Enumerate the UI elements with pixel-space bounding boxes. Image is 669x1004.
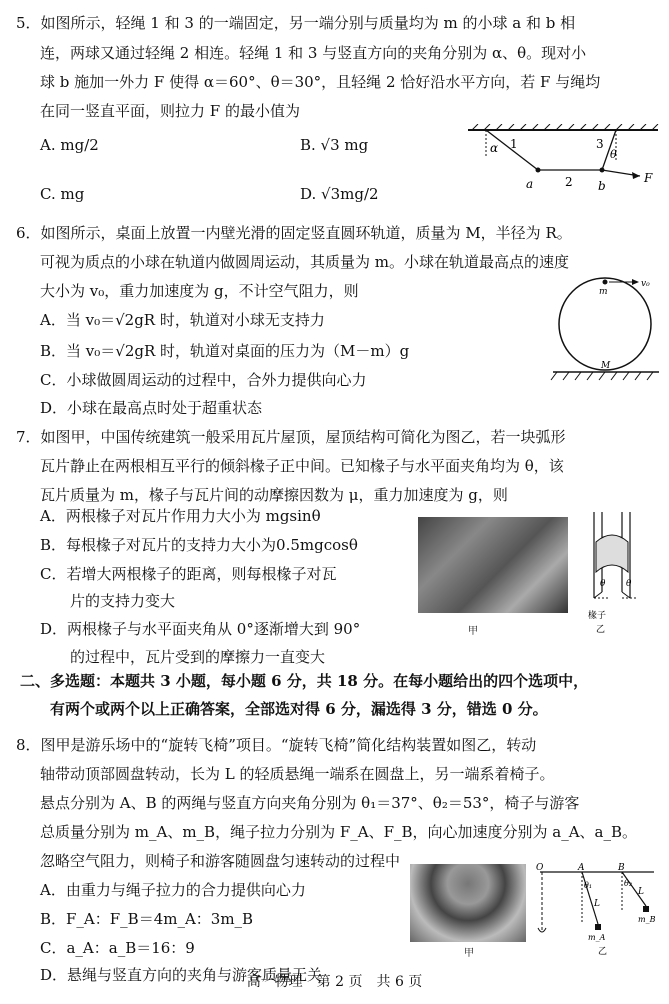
q8-label-theta1: θ₁ (584, 881, 593, 890)
q5-option-b: B. √3 mg (300, 136, 369, 154)
q6-option-d: D．小球在最高点时处于超重状态 (40, 399, 263, 417)
q5-label-theta: θ (610, 148, 617, 161)
q8-option-b: B．F_A：F_B＝4m_A：3m_B (40, 910, 254, 928)
q8-figure (530, 862, 660, 958)
q5-line-4: 在同一竖直平面，则拉力 F 的最小值为 (40, 102, 300, 120)
q7-line-3: 瓦片质量为 m，椽子与瓦片间的动摩擦因数为 μ，重力加速度为 g，则 (40, 486, 508, 504)
q7-label-yi: 乙 (596, 625, 606, 635)
q6-line-2: 可视为质点的小球在轨道内做圆周运动，其质量为 m。小球在轨道最高点的速度 (40, 253, 569, 271)
q6-line-3: 大小为 v₀，重力加速度为 g，不计空气阻力，则 (40, 282, 359, 300)
q5-label-b: b (598, 179, 606, 193)
q7-figure (582, 508, 646, 638)
q6-label-m: m (599, 287, 608, 297)
q8-line-2: 轴带动顶部圆盘转动，长为 L 的轻质悬绳一端系在圆盘上，另一端系着椅子。 (40, 765, 555, 783)
q7-option-a: A．两根椽子对瓦片作用力大小为 mgsinθ (40, 507, 321, 525)
q5-label-f: F (644, 171, 653, 185)
q8-line-1: 8．图甲是游乐场中的“旋转飞椅”项目。“旋转飞椅”简化结构装置如图乙，转动 (16, 736, 537, 754)
q5-label-rope3: 3 (596, 137, 604, 151)
q5-line-3: 球 b 施加一外力 F 使得 α＝60°、θ＝30°，且轻绳 2 恰好沿水平方向，若 F 与绳均 (40, 73, 601, 91)
section-2-heading-line-2: 有两个或两个以上正确答案，全部选对得 6 分，漏选得 3 分，错选 0 分。 (50, 700, 548, 718)
q5-line-1: 5．如图所示，轻绳 1 和 3 的一端固定，另一端分别与质量均为 m 的小球 a 和 b 相 (16, 14, 576, 32)
q8-label-a: A (578, 863, 585, 873)
q8-option-d: D．悬绳与竖直方向的夹角与游客质量无关 (40, 966, 323, 984)
q7-line-1: 7．如图甲，中国传统建筑一般采用瓦片屋顶，屋顶结构可简化为图乙，若一块弧形 (16, 428, 566, 446)
q7-line-2: 瓦片静止在两根相互平行的倾斜椽子正中间。已知椽子与水平面夹角均为 θ，该 (40, 457, 564, 475)
q6-label-v0: v₀ (641, 279, 650, 289)
q8-option-a: A．由重力与绳子拉力的合力提供向心力 (40, 881, 306, 899)
q7-photo-roof (418, 517, 568, 613)
q7-caption-jia: 甲 (468, 626, 478, 637)
q6-label-bigm: M (601, 361, 611, 371)
section-2-heading-line-1: 二、多选题：本题共 3 小题，每小题 6 分，共 18 分。在每小题给出的四个选项中， (20, 672, 589, 690)
q8-label-la: L (594, 899, 600, 909)
q8-photo-ride (410, 864, 526, 942)
q5-label-rope2: 2 (565, 175, 573, 189)
q8-label-ma: m_A (588, 933, 606, 942)
q7-option-c: C．若增大两根椽子的距离，则每根椽子对瓦 (40, 565, 337, 583)
q8-line-4: 总质量分别为 m_A、m_B，绳子拉力分别为 F_A、F_B，向心加速度分别为 a_A、a_B。 (40, 823, 638, 841)
q8-line-3: 悬点分别为 A、B 的两绳与竖直方向夹角分别为 θ₁＝37°、θ₂＝53°，椅子与游客 (40, 794, 580, 812)
q6-option-b: B．当 v₀＝√2gR 时，轨道对桌面的压力为（M－m）g (40, 342, 410, 360)
q6-figure (547, 274, 663, 386)
q6-line-1: 6．如图所示，桌面上放置一内壁光滑的固定竖直圆环轨道，质量为 M，半径为 R。 (16, 224, 572, 242)
q6-option-a: A．当 v₀＝√2gR 时，轨道对小球无支持力 (40, 311, 325, 329)
q5-label-alpha: α (490, 141, 499, 155)
q7-option-d: D．两根椽子与水平面夹角从 0°逐渐增大到 90° (40, 620, 361, 638)
q5-option-d: D. √3mg/2 (300, 185, 379, 203)
q5-option-a: A. mg/2 (40, 136, 99, 154)
q8-label-b: B (618, 863, 625, 873)
q8-line-5: 忽略空气阻力，则椅子和游客随圆盘匀速转动的过程中 (40, 852, 401, 870)
q6-option-c: C．小球做圆周运动的过程中，合外力提供向心力 (40, 371, 367, 389)
q7-option-d-cont: 的过程中，瓦片受到的摩擦力一直变大 (70, 648, 326, 666)
q8-label-theta2: θ₂ (624, 879, 633, 888)
q5-line-2: 连，两球又通过轻绳 2 相连。轻绳 1 和 3 与竖直方向的夹角分别为 α、θ。现对小 (40, 44, 587, 62)
q7-option-b: B．每根椽子对瓦片的支持力大小为0.5mgcosθ (40, 536, 358, 554)
q8-label-lb: L (638, 887, 644, 897)
q8-label-o: O (536, 863, 544, 873)
page-footer: 高一物理 第 2 页 共 6 页 (246, 974, 423, 990)
q5-label-a: a (526, 177, 534, 191)
q5-option-c: C. mg (40, 185, 85, 203)
q5-figure (462, 124, 662, 196)
q8-caption-jia: 甲 (464, 948, 474, 959)
q8-option-c: C．a_A：a_B＝16：9 (40, 939, 195, 957)
q5-label-rope1: 1 (510, 137, 518, 151)
q7-label-rafter: 椽子 (588, 611, 607, 621)
q7-label-theta1: θ (600, 579, 606, 589)
q7-label-theta2: θ (626, 579, 632, 589)
q8-label-yi: 乙 (598, 947, 608, 957)
q7-option-c-cont: 片的支持力变大 (70, 592, 176, 610)
q8-label-mb: m_B (638, 915, 656, 924)
